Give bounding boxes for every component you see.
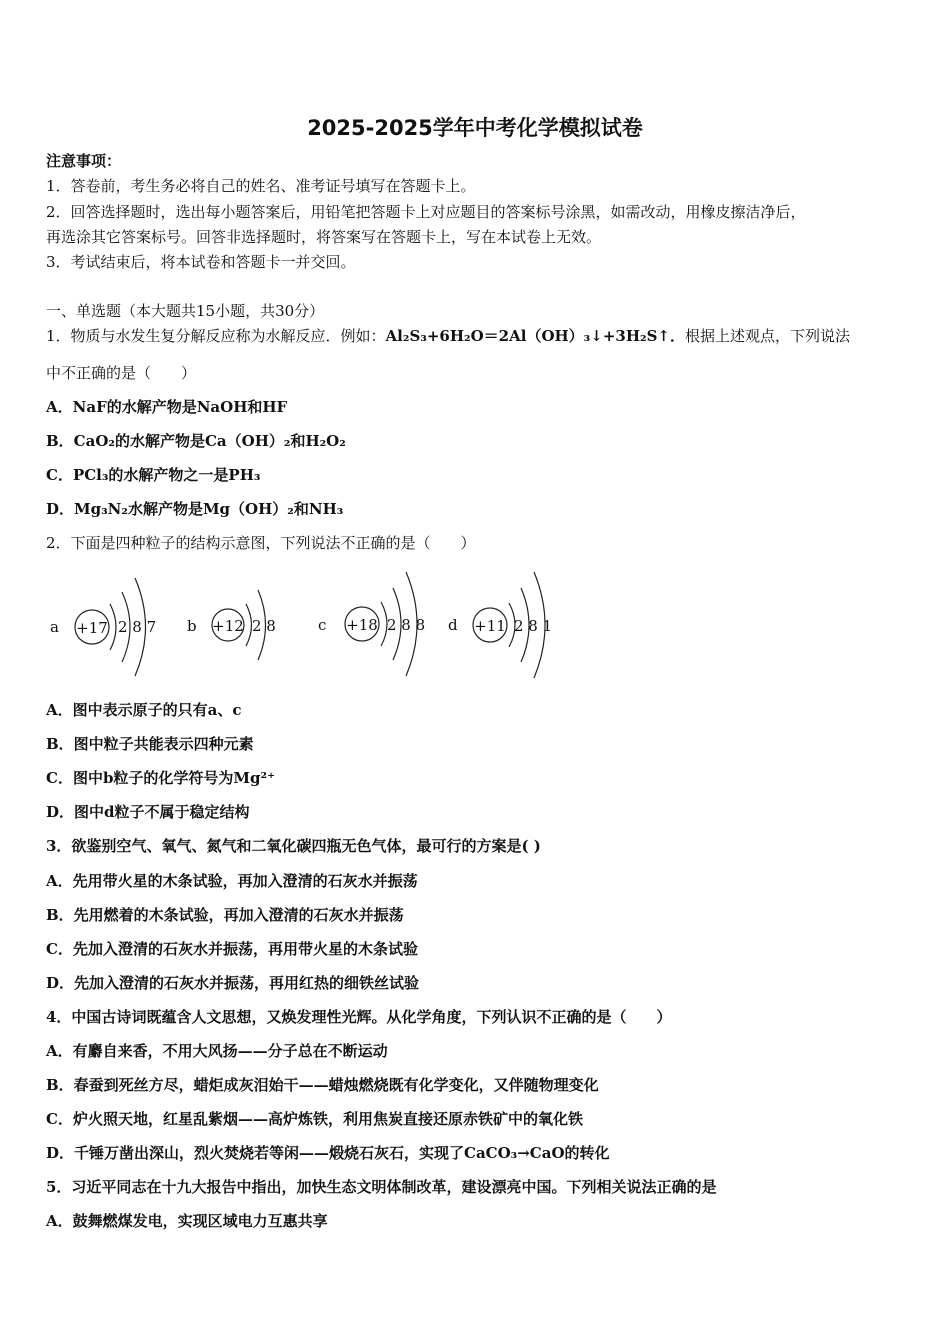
shell-electrons: 2 8 7: [118, 618, 157, 636]
q4-option-d: D．千锤万凿出深山，烈火焚烧若等闲——煅烧石灰石，实现了CaCO₃→CaO的转化: [46, 1144, 610, 1162]
particle-label: b: [187, 617, 197, 635]
q4-option-b: B．春蚕到死丝方尽，蜡炬成灰泪始干——蜡烛燃烧既有化学变化，又伴随物理变化: [46, 1076, 599, 1094]
q2-option-d: D．图中d粒子不属于稳定结构: [46, 803, 250, 821]
particle-label: d: [448, 616, 458, 634]
nucleus-charge: +11: [474, 617, 506, 635]
particle-label: a: [50, 618, 59, 636]
notice-item: 2．回答选择题时，选出每小题答案后，用铅笔把答题卡上对应题目的答案标号涂黑，如需改动，用橡皮擦洁净后，: [46, 203, 806, 221]
notice-item: 3．考试结束后，将本试卷和答题卡一并交回。: [46, 253, 356, 271]
q2-option-a: A．图中表示原子的只有a、c: [46, 701, 242, 719]
q5-option-a: A．鼓舞燃煤发电，实现区域电力互惠共享: [46, 1212, 328, 1230]
question-3-stem: 3．欲鉴别空气、氧气、氮气和二氧化碳四瓶无色气体，最可行的方案是( ): [46, 837, 541, 855]
q1-stem-b: 根据上述观点，下列说法: [684, 327, 850, 345]
particle-structure-diagram: [40, 566, 570, 684]
q3-option-b: B．先用燃着的木条试验，再加入澄清的石灰水并振荡: [46, 906, 404, 924]
question-1-stem: [46, 326, 850, 346]
shell-arc: [246, 604, 252, 646]
page-title: 2025-2025学年中考化学模拟试卷: [307, 116, 643, 140]
section-heading: 一、单选题（本大题共15小题，共30分）: [46, 302, 325, 320]
notice-item: 1．答卷前，考生务必将自己的姓名、准考证号填写在答题卡上。: [46, 177, 476, 195]
notice-heading: 注意事项：: [46, 152, 122, 170]
notice-item: 再选涂其它答案标号。回答非选择题时，将答案写在答题卡上，写在本试卷上无效。: [46, 228, 602, 246]
q1-equation: Al₂S₃+6H₂O＝2Al（OH）₃↓+3H₂S↑．: [385, 327, 685, 345]
q2-option-b: B．图中粒子共能表示四种元素: [46, 735, 254, 753]
nucleus-charge: +12: [212, 617, 244, 635]
shell-electrons: 2 8 1: [514, 617, 553, 635]
q1-option-c: C．PCl₃的水解产物之一是PH₃: [46, 466, 261, 484]
question-5-stem: 5．习近平同志在十九大报告中指出，加快生态文明体制改革，建设漂亮中国。下列相关说法正确的是: [46, 1178, 717, 1196]
shell-arc: [110, 604, 116, 650]
question-2-stem: 2．下面是四种粒子的结构示意图，下列说法不正确的是（ ）: [46, 534, 476, 552]
shell-electrons: 2 8: [252, 617, 276, 635]
q4-option-c: C．炉火照天地，红星乱紫烟——高炉炼铁，利用焦炭直接还原赤铁矿中的氧化铁: [46, 1110, 583, 1128]
shell-electrons: 2 8 8: [387, 616, 426, 634]
q1-option-a: A．NaF的水解产物是NaOH和HF: [46, 398, 288, 416]
q1-stem-a: 1．物质与水发生复分解反应称为水解反应．例如：: [46, 327, 386, 345]
question-4-stem: 4．中国古诗词既蕴含人文思想，又焕发理性光辉。从化学角度，下列认识不正确的是（ ）: [46, 1008, 672, 1026]
particle-label: c: [318, 616, 327, 634]
q3-option-d: D．先加入澄清的石灰水并振荡，再用红热的细铁丝试验: [46, 974, 420, 992]
q4-option-a: A．有麝自来香，不用大风扬——分子总在不断运动: [46, 1042, 388, 1060]
nucleus-charge: +18: [346, 616, 378, 634]
q3-option-c: C．先加入澄清的石灰水并振荡，再用带火星的木条试验: [46, 940, 418, 958]
q1-option-d: D．Mg₃N₂水解产物是Mg（OH）₂和NH₃: [46, 500, 344, 518]
nucleus-charge: +17: [76, 619, 108, 637]
q2-option-c: C．图中b粒子的化学符号为Mg²⁺: [46, 769, 276, 787]
q1-option-b: B．CaO₂的水解产物是Ca（OH）₂和H₂O₂: [46, 432, 346, 450]
question-1-stem-cont: 中不正确的是（ ）: [46, 364, 197, 382]
q3-option-a: A．先用带火星的木条试验，再加入澄清的石灰水并振荡: [46, 872, 418, 890]
